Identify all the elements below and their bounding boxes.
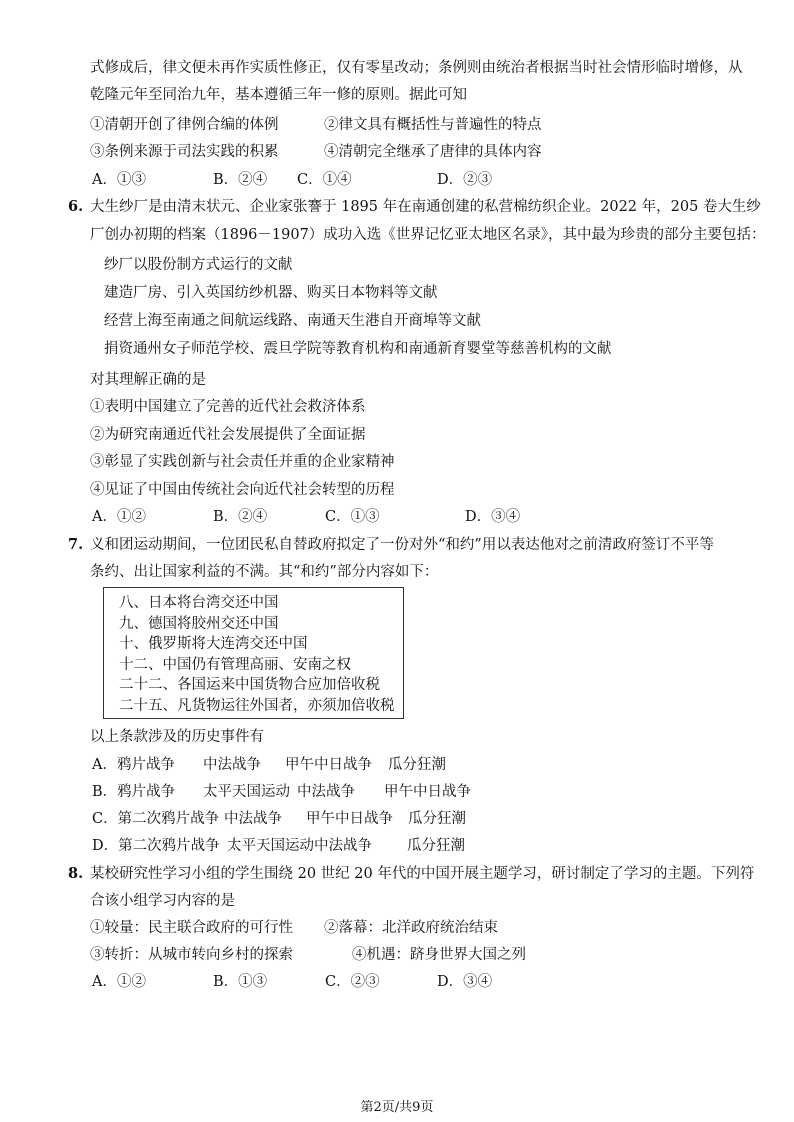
q7-clause-3: 十、俄罗斯将大连湾交还中国 (119, 636, 308, 652)
q7-option-c-2: 中法战争 (224, 811, 282, 827)
q5-option-c: C．①④ (297, 172, 352, 188)
q7-option-b-2: 太平天国运动 (203, 784, 290, 800)
q5-option-d: D．②③ (437, 172, 493, 188)
q8-statement-2: ②落幕：北洋政府统治结束 (324, 920, 498, 936)
q7-clause-1: 八、日本将台湾交还中国 (119, 595, 279, 611)
q7-number: 7. (68, 536, 84, 553)
q7-option-a-2: 中法战争 (203, 757, 261, 773)
q8-stem-line2: 合该小组学习内容的是 (90, 893, 235, 909)
q7-option-d-4: 瓜分狂潮 (407, 838, 465, 854)
q7-option-b-4: 甲午中日战争 (384, 784, 471, 800)
q5-stem-line2: 乾隆元年至同治九年，基本遵循三年一修的原则。据此可知 (90, 87, 467, 103)
q6-question: 对其理解正确的是 (90, 372, 206, 388)
q7-option-b-1: B．鸦片战争 (92, 784, 176, 800)
q6-statement-1: ①表明中国建立了完善的近代社会救济体系 (90, 399, 366, 415)
q5-stem-line1: 式修成后，律文便未再作实质性修正，仅有零星改动；条例则由统治者根据当时社会情形临时增修，从 (90, 60, 743, 76)
q8-option-b: B．①③ (213, 974, 268, 990)
page-number: 第2页/共9页 (360, 1100, 434, 1115)
q6-statement-2: ②为研究南通近代社会发展提供了全面证据 (90, 427, 366, 443)
q7-question: 以上条款涉及的历史事件有 (90, 729, 264, 745)
q7-option-c-4: 瓜分狂潮 (408, 811, 466, 827)
q6-item-4: 捐资通州女子师范学校、震旦学院等教育机构和南通新育婴堂等慈善机构的文献 (104, 341, 612, 357)
q8-option-d: D．③④ (437, 974, 493, 990)
q6-stem-line2: 厂创办初期的档案（1896－1907）成功入选《世界记忆亚太地区名录》，其中最为珍贵的部分主要包括： (90, 227, 766, 243)
q7-option-c-1: C．第二次鸦片战争 (92, 811, 220, 827)
q5-option-b: B．②④ (213, 172, 268, 188)
q5-statement-1: ①清朝开创了律例合编的体例 (90, 117, 279, 133)
q6-item-2: 建造厂房、引入英国纺纱机器、购买日本物料等文献 (104, 285, 438, 301)
q5-statement-2: ②律文具有概括性与普遍性的特点 (324, 117, 542, 133)
q6-item-3: 经营上海至南通之间航运线路、南通天生港自开商埠等文献 (104, 313, 481, 329)
q8-option-a: A．①② (92, 974, 146, 990)
q7-clause-5: 二十二、各国运来中国货物合应加倍收税 (119, 677, 380, 693)
q6-statement-3: ③彰显了实践创新与社会责任并重的企业家精神 (90, 454, 395, 470)
q6-option-d: D．③④ (465, 509, 521, 525)
q7-option-d-3: 中法战争 (314, 838, 372, 854)
q7-option-d-2: 太平天国运动 (227, 838, 314, 854)
q7-clause-6: 二十五、凡货物运往外国者，亦须加倍收税 (119, 698, 395, 714)
q7-option-a-1: A．鸦片战争 (92, 757, 175, 773)
q8-statement-1: ①较量：民主联合政府的可行性 (90, 920, 293, 936)
q7-option-a-4: 瓜分狂潮 (388, 757, 446, 773)
q7-stem-line2: 条约、出让国家利益的不满。其“和约”部分内容如下： (90, 564, 439, 580)
q8-statement-3: ③转折：从城市转向乡村的探索 (90, 947, 293, 963)
q7-clause-2: 九、德国将胶州交还中国 (119, 616, 279, 632)
q7-clause-4: 十二、中国仍有管理高丽、安南之权 (119, 657, 351, 673)
q5-statement-3: ③条例来源于司法实践的积累 (90, 144, 279, 160)
q8-statement-4: ④机遇：跻身世界大国之列 (352, 947, 526, 963)
q7-option-b-3: 中法战争 (297, 784, 355, 800)
q8-option-c: C．②③ (325, 974, 380, 990)
q6-statement-4: ④见证了中国由传统社会向近代社会转型的历程 (90, 482, 395, 498)
q6-option-b: B．②④ (213, 509, 268, 525)
q5-option-a: A．①③ (92, 172, 146, 188)
q7-option-a-3: 甲午中日战争 (285, 757, 372, 773)
q8-number: 8. (68, 865, 84, 882)
q7-treaty-box (103, 587, 404, 719)
q5-statement-4: ④清朝完全继承了唐律的具体内容 (324, 144, 542, 160)
q7-option-d-1: D．第二次鸦片战争 (92, 838, 220, 854)
q6-stem-line1: 大生纱厂是由清末状元、企业家张謇于 1895 年在南通创建的私营棉纺织企业。2022 年，205 卷大生纱 (90, 199, 761, 215)
q7-stem-line1: 义和团运动期间，一位团民私自替政府拟定了一份对外“和约”用以表达他对之前清政府签订不平等 (90, 537, 714, 553)
q6-item-1: 纱厂以股份制方式运行的文献 (104, 257, 293, 273)
q6-option-a: A．①② (92, 509, 146, 525)
q8-stem-line1: 某校研究性学习小组的学生围绕 20 世纪 20 年代的中国开展主题学习，研讨制定了学习的主题。下列符 (90, 866, 755, 882)
q7-option-c-3: 甲午中日战争 (306, 811, 393, 827)
q6-number: 6. (68, 198, 84, 215)
q6-option-c: C．①③ (325, 509, 380, 525)
